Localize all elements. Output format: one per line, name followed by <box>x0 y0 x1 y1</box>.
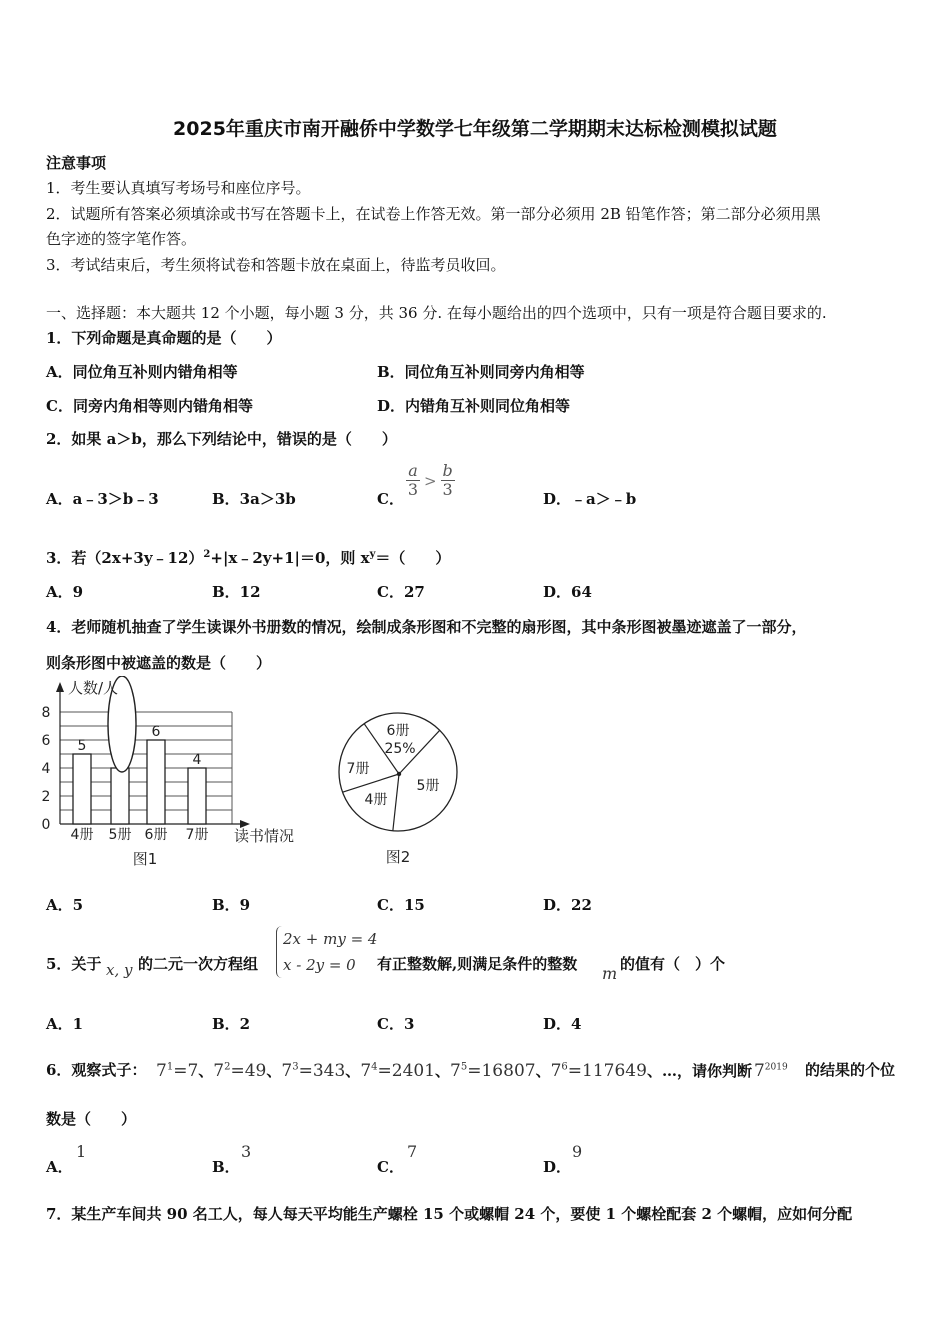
power-exponent: 1 <box>166 1061 174 1073</box>
pie-slice-label: 7册 <box>346 761 370 777</box>
power-exponent: 2019 <box>764 1062 788 1073</box>
power-exponent: 3 <box>292 1061 299 1073</box>
q5-mid: 的二元一次方程组 <box>138 955 259 973</box>
power-base: 7 <box>550 1061 562 1081</box>
power-value: =16807 <box>467 1061 536 1081</box>
q2-stem: 2．如果 a＞b，那么下列结论中，错误的是（ ） <box>46 430 397 448</box>
q4-stem-line2: 则条形图中被遮盖的数是（ ） <box>46 654 272 672</box>
q3-option-d: D．64 <box>543 583 592 601</box>
q4-option-c: C．15 <box>377 896 425 914</box>
equation-1: 2x + my = 4 <box>283 930 378 948</box>
q5-vars: x, y <box>106 961 133 979</box>
pie-slice-label: 5册 <box>416 778 440 794</box>
q4-option-d: D．22 <box>543 896 592 914</box>
notice-item: 3．考试结束后，考生须将试卷和答题卡放在桌面上，待监考员收回。 <box>46 256 506 274</box>
q3-option-a: A．9 <box>46 583 84 601</box>
q6-powers <box>156 1046 788 1081</box>
fraction <box>406 462 420 499</box>
power-value: =343 <box>298 1061 346 1081</box>
pie-slice-label: 4册 <box>364 792 388 808</box>
q3-exponent: 2 <box>203 549 211 560</box>
power-exponent: 2 <box>224 1061 231 1073</box>
q5-post: 有正整数解,则满足条件的整数 <box>377 955 578 973</box>
q6-option-b-value: 3 <box>241 1142 252 1161</box>
q3-option-c: C．27 <box>377 583 425 601</box>
q5-option-d: D．4 <box>543 1015 582 1033</box>
q2-option-a: A．a﹣3＞b﹣3 <box>46 490 159 508</box>
pie-chart <box>330 708 470 872</box>
q5-m: m <box>602 964 618 983</box>
bar <box>73 754 91 824</box>
x-tick-label: 5册 <box>108 827 132 843</box>
power-value: =117649 <box>567 1061 647 1081</box>
x-tick-label: 6册 <box>144 827 168 843</box>
separator: 、 <box>535 1062 551 1080</box>
bar-chart-bars <box>73 676 206 824</box>
power-base: 7 <box>360 1061 372 1081</box>
q3-stem-part: 3．若（2x+3y﹣12） <box>46 549 204 567</box>
separator: 、 <box>198 1062 214 1080</box>
power-value: =2401 <box>377 1061 436 1081</box>
q6-option-c-label: C． <box>377 1158 404 1176</box>
figure-caption: 图1 <box>132 850 158 868</box>
q2-option-c-expression <box>406 462 455 499</box>
fraction-numerator: a <box>408 461 418 480</box>
q6-ellipsis: 、…，请你判断 <box>646 1062 752 1080</box>
q3-stem <box>46 547 450 568</box>
figure-caption: 图2 <box>385 848 411 866</box>
q6-option-d-value: 9 <box>572 1142 583 1161</box>
power-exponent: 6 <box>561 1061 568 1073</box>
power-exponent: 5 <box>460 1061 468 1073</box>
q1-option-a: A．同位角互补则内错角相等 <box>46 363 238 381</box>
bar <box>111 768 129 824</box>
notice-item: 2．试题所有答案必须填涂或书写在答题卡上，在试卷上作答无效。第一部分必须用 2B 铅笔作答；第二部分必须用黑 <box>46 205 821 223</box>
q5-option-a: A．1 <box>46 1015 84 1033</box>
q3-option-b: B．12 <box>212 583 261 601</box>
separator: 、 <box>266 1062 282 1080</box>
page-title: 2025年重庆市南开融侨中学数学七年级第二学期期末达标检测模拟试题 <box>173 118 777 140</box>
y-tick-label: 8 <box>41 705 51 721</box>
q6-tail: 的结果的个位 <box>805 1061 896 1079</box>
q5-tail: 的值有（ ）个 <box>620 955 726 973</box>
power-value: =49 <box>230 1061 267 1081</box>
q4-option-a: A．5 <box>46 896 84 914</box>
q6-option-a-value: 1 <box>76 1142 87 1161</box>
q6-option-b-label: B． <box>212 1158 240 1176</box>
q6-option-a-label: A． <box>46 1158 73 1176</box>
fraction <box>441 462 455 499</box>
q5-option-b: B．2 <box>212 1015 251 1033</box>
q6-option-d-label: D． <box>543 1158 572 1176</box>
x-tick-label: 7册 <box>185 827 209 843</box>
q6-lead: 6．观察式子： <box>46 1061 147 1079</box>
q6-line2: 数是（ ） <box>46 1110 137 1128</box>
x-axis-label: 读书情况 <box>234 827 295 845</box>
separator: 、 <box>435 1062 451 1080</box>
fraction-denominator: 3 <box>407 480 419 499</box>
q4-stem-line1: 4．老师随机抽查了学生读课外书册数的情况，绘制成条形图和不完整的扇形图，其中条形图被墨迹遮盖了一部分， <box>46 618 807 636</box>
power-value: =7 <box>173 1061 199 1081</box>
y-axis-arrow <box>56 682 64 692</box>
y-tick-label: 6 <box>41 733 51 749</box>
bar-value-label: 5 <box>77 738 87 754</box>
power-exponent: 4 <box>371 1061 378 1073</box>
q3-stem-part: ＝（ ） <box>375 549 451 567</box>
q6-option-c-value: 7 <box>407 1142 418 1161</box>
greater-than-sign: > <box>424 471 437 490</box>
y-tick-label: 4 <box>41 761 51 777</box>
q1-option-d: D．内错角互补则同位角相等 <box>377 397 571 415</box>
power-base: 7 <box>450 1061 461 1081</box>
q5-option-c: C．3 <box>377 1015 415 1033</box>
q1-option-b: B．同位角互补则同旁内角相等 <box>377 363 585 381</box>
power-base: 7 <box>753 1061 765 1081</box>
bar-value-label: 4 <box>192 752 202 768</box>
section-heading: 一、选择题：本大题共 12 个小题，每小题 3 分，共 36 分. 在每小题给出的四个选项中，只有一项是符合题目要求的. <box>46 304 827 322</box>
notice-item: 1．考生要认真填写考场号和座位序号。 <box>46 179 311 197</box>
q2-option-d: D．﹣a＞﹣b <box>543 490 637 508</box>
power-base: 7 <box>281 1061 293 1081</box>
q7-stem: 7．某生产车间共 90 名工人，每人每天平均能生产螺栓 15 个或螺帽 24 个，要使 1 个螺栓配套 2 个螺帽，应如何分配 <box>46 1205 853 1223</box>
fraction-numerator: b <box>442 461 453 480</box>
q2-option-b: B．3a＞3b <box>212 490 296 508</box>
x-tick-label: 4册 <box>70 827 94 843</box>
equation-system <box>276 926 377 978</box>
bar-value-label: 6 <box>151 724 161 740</box>
q5-prefix: 5．关于 <box>46 955 102 973</box>
bar <box>188 768 206 824</box>
y-tick-label: 2 <box>41 789 51 805</box>
pie-slice-label: 6册 <box>386 723 410 739</box>
q3-stem-part: +|x﹣2y+1|＝0，则 x <box>210 549 370 567</box>
fraction-denominator: 3 <box>442 480 453 499</box>
power-base: 7 <box>213 1061 225 1081</box>
y-tick-label: 0 <box>41 817 51 833</box>
power-base: 7 <box>156 1061 167 1081</box>
q4-option-b: B．9 <box>212 896 251 914</box>
y-axis-label: 人数/人 <box>68 679 119 697</box>
bar <box>147 740 165 824</box>
q3-exponent: y <box>369 549 376 560</box>
equation-2: x - 2y = 0 <box>283 956 356 974</box>
notice-heading: 注意事项 <box>46 154 107 172</box>
bar-chart <box>40 676 310 872</box>
q2-option-c-label: C． <box>377 490 404 508</box>
q1-option-c: C．同旁内角相等则内错角相等 <box>46 397 253 415</box>
notice-item: 色字迹的签字笔作答。 <box>46 230 197 248</box>
separator: 、 <box>345 1062 361 1080</box>
pie-percent-label: 25% <box>384 741 416 757</box>
q1-stem: 1．下列命题是真命题的是（ ） <box>46 329 282 347</box>
pie-center <box>397 772 401 776</box>
